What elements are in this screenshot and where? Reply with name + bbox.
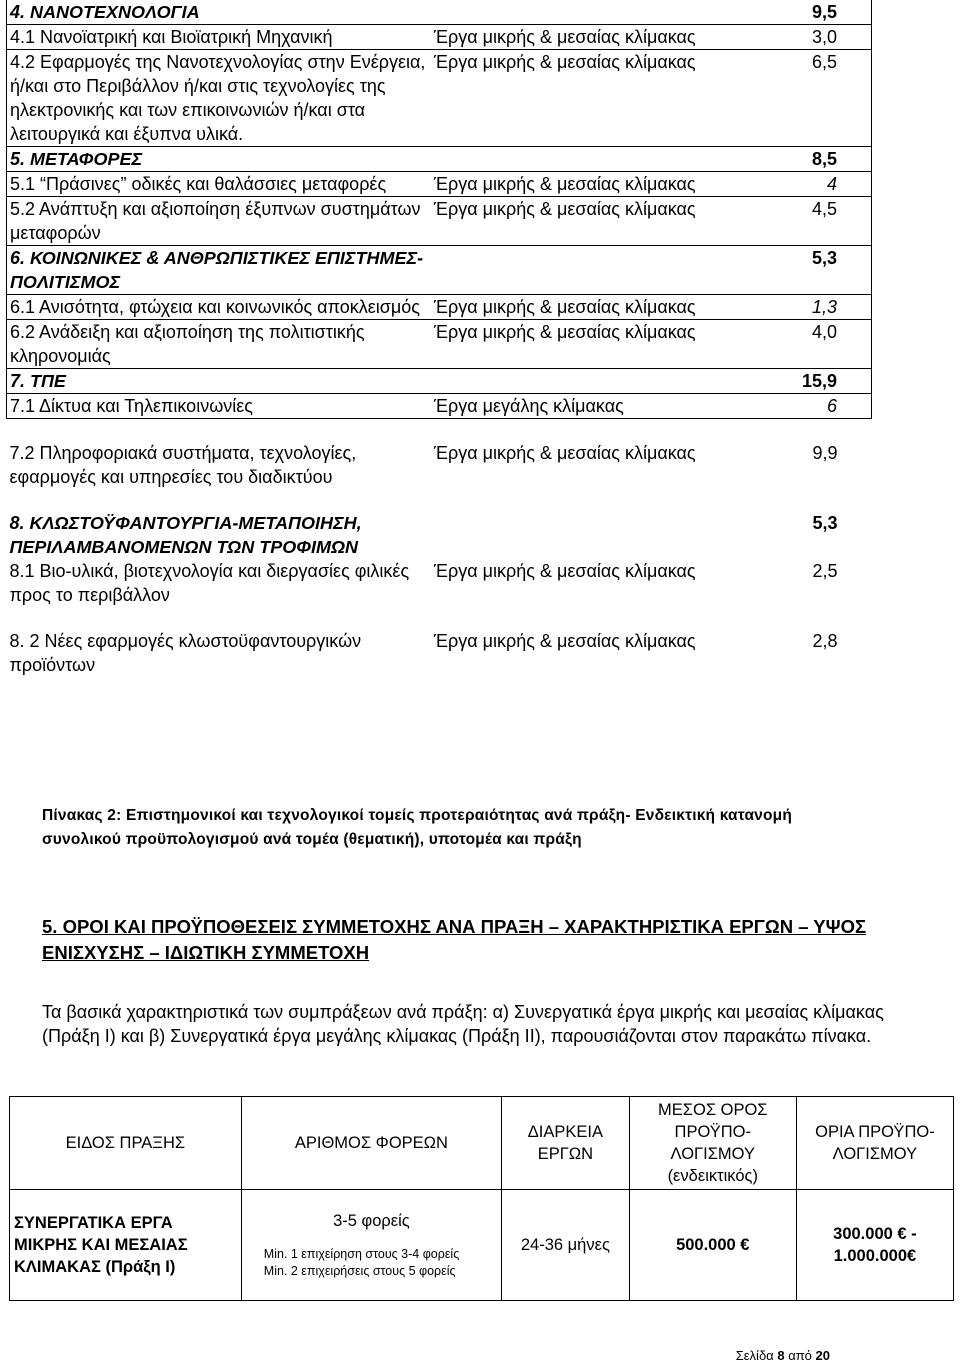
row-budget-value: 5,3: [812, 513, 838, 533]
row-spacer: [7, 607, 872, 629]
row-budget-value: 8,5: [708, 147, 872, 172]
table-row: [7, 50, 872, 147]
footer-middle: από: [788, 1348, 812, 1363]
header-action-type: ΕΙΔΟΣ ΠΡΑΞΗΣ: [10, 1097, 242, 1190]
page-footer: [736, 1348, 830, 1363]
section-title: 5. ΟΡΟΙ ΚΑΙ ΠΡΟΫΠΟΘΕΣΕΙΣ ΣΥΜΜΕΤΟΧΗΣ ΑΝΑ ΠΡΑΞΗ – ΧΑΡΑΚΤΗΡΙΣΤΙΚΑ ΕΡΓΩΝ – ΥΨΟΣ ΕΝΙΣΧΥΣΗΣ – ΙΔΙΩΤΙΚΗ ΣΥΜΜΕΤΟΧΗ: [42, 916, 867, 963]
header-duration: ΔΙΑΡΚΕΙΑ ΕΡΓΩΝ: [502, 1097, 630, 1190]
row-name: 5.1 “Πράσινες” οδικές και θαλάσσιες μεταφορές: [7, 172, 434, 197]
footer-prefix: Σελίδα: [735, 1348, 774, 1363]
row-spacer: [7, 489, 872, 511]
average-budget: 500.000 €: [629, 1190, 796, 1301]
priority-sectors-table: [6, 0, 872, 677]
row-name: 6.1 Ανισότητα, φτώχεια και κοινωνικός αποκλεισμός: [7, 295, 434, 320]
action-type: ΣΥΝΕΡΓΑΤΙΚΑ ΕΡΓΑ ΜΙΚΡΗΣ ΚΑΙ ΜΕΣΑΙΑΣ ΚΛΙΜΑΚΑΣ (Πράξη Ι): [10, 1190, 242, 1301]
header-budget-limits: ΟΡΙΑ ΠΡΟΫΠΟ-ΛΟΓΙΣΜΟΥ: [796, 1097, 953, 1190]
table-caption: Πίνακας 2: Επιστημονικοί και τεχνολογικοί τομείς προτεραιότητας ανά πράξη- Ενδεικτική κατανομή συνολικού προϋπολογισμού ανά τομέα (θεματική), υποτομέα και πράξη: [42, 807, 793, 848]
row-budget-value: 4,5: [708, 197, 872, 246]
partners-cell: [241, 1190, 501, 1301]
table-row: [7, 441, 872, 489]
project-characteristics-table: [9, 1096, 954, 1301]
row-name: 6. ΚΟΙΝΩΝΙΚΕΣ & ΑΝΘΡΩΠΙΣΤΙΚΕΣ ΕΠΙΣΤΗΜΕΣ-ΠΟΛΙΤΙΣΜΟΣ: [7, 246, 434, 295]
table-row: [7, 320, 872, 369]
sector-header-row: [7, 369, 872, 394]
table-row: [7, 172, 872, 197]
row-name: 4.2 Εφαρμογές της Νανοτεχνολογίας στην Ενέργεια, ή/και στο Περιβάλλον ή/και στις τεχνολογίες της ηλεκτρονικής και των επικοινωνιών ή/και στα λειτουργικά και έξυπνα υλικά.: [7, 50, 434, 147]
row-spacer: [7, 419, 872, 442]
row-budget-value: 6,5: [708, 50, 872, 147]
row-project-scale: [434, 246, 708, 295]
table-row: [7, 559, 872, 607]
table-row: [7, 295, 872, 320]
row-budget-value: 2,8: [812, 631, 838, 651]
row-budget-value: 4: [708, 172, 872, 197]
row-name: 4. ΝΑΝΟΤΕΧΝΟΛΟΓΙΑ: [7, 0, 434, 25]
sector-header-row: [7, 147, 872, 172]
row-project-scale: [434, 369, 708, 394]
header-average-budget: ΜΕΣΟΣ ΟΡΟΣ ΠΡΟΫΠΟ-ΛΟΓΙΣΜΟΥ (ενδεικτικός): [629, 1097, 796, 1190]
row-project-scale: Έργα μικρής & μεσαίας κλίμακας: [434, 172, 708, 197]
row-project-scale: Έργα μικρής & μεσαίας κλίμακας: [433, 443, 696, 463]
row-budget-value: 9,9: [812, 443, 838, 463]
row-budget-value: 4,0: [708, 320, 872, 369]
row-spacer-cell: [7, 419, 872, 442]
table-row: [7, 25, 872, 50]
row-project-scale: [434, 0, 708, 25]
row-budget-value: 9,5: [708, 0, 872, 25]
row-budget-value: 3,0: [708, 25, 872, 50]
row-name: 7. ΤΠΕ: [7, 369, 434, 394]
table-row: [7, 394, 872, 419]
intro-paragraph: Τα βασικά χαρακτηριστικά των συμπράξεων ανά πράξη: α) Συνεργατικά έργα μικρής και μεσαίας κλίμακας (Πράξη Ι) και β) Συνεργατικά έργα μεγάλης κλίμακας (Πράξη ΙΙ), παρουσιάζονται στον παρακάτω πίνακα.: [42, 1002, 884, 1046]
row-name: 7.2 Πληροφοριακά συστήματα, τεχνολογίες, εφαρμογές και υπηρεσίες του διαδικτύου: [9, 443, 357, 487]
row-budget-value: 1,3: [708, 295, 872, 320]
row-project-scale: Έργα μικρής & μεσαίας κλίμακας: [434, 50, 708, 147]
row-budget-value: 6: [708, 394, 872, 419]
table-row: [7, 197, 872, 246]
row-name: 5.2 Ανάπτυξη και αξιοποίηση έξυπνων συστημάτων μεταφορών: [7, 197, 434, 246]
footer-page: 8: [777, 1348, 785, 1363]
row-project-scale: Έργα μικρής & μεσαίας κλίμακας: [434, 25, 708, 50]
row-project-scale: Έργα μικρής & μεσαίας κλίμακας: [433, 561, 696, 581]
row-budget-value: 15,9: [708, 369, 872, 394]
row-budget-value: 2,5: [812, 561, 838, 581]
table-row: [7, 629, 872, 677]
row-project-scale: [434, 147, 708, 172]
row-name: 8. ΚΛΩΣΤΟΫΦΑΝΤΟΥΡΓΙΑ-ΜΕΤΑΠΟΙΗΣΗ, ΠΕΡΙΛΑΜΒΑΝΟΜΕΝΩΝ ΤΩΝ ΤΡΟΦΙΜΩΝ: [9, 513, 362, 557]
row-name: 7.1 Δίκτυα και Τηλεπικοινωνίες: [7, 394, 434, 419]
footer-total: 20: [815, 1348, 830, 1363]
row-spacer-cell: [7, 489, 872, 511]
row-project-scale: Έργα μικρής & μεσαίας κλίμακας: [433, 631, 696, 651]
sector-header-row: [7, 246, 872, 295]
sector-header-row: [7, 0, 872, 25]
row-project-scale: Έργα μεγάλης κλίμακας: [434, 394, 708, 419]
row-name: 8.1 Βιο-υλικά, βιοτεχνολογία και διεργασίες φιλικές προς το περιβάλλον: [9, 561, 410, 605]
duration: 24-36 μήνες: [502, 1190, 630, 1301]
row-project-scale: Έργα μικρής & μεσαίας κλίμακας: [434, 295, 708, 320]
sector-header-row: [7, 511, 872, 559]
partners-count: 3-5 φορείς: [333, 1212, 410, 1230]
row-budget-value: 5,3: [708, 246, 872, 295]
partners-note-1: Min. 1 επιχείρηση στους 3-4 φορείς: [263, 1247, 460, 1261]
row-spacer-cell: [7, 607, 872, 629]
row-name: 6.2 Ανάδειξη και αξιοποίηση της πολιτιστικής κληρονομιάς: [7, 320, 434, 369]
table-header-row: [10, 1097, 954, 1190]
header-partners: ΑΡΙΘΜΟΣ ΦΟΡΕΩΝ: [241, 1097, 501, 1190]
row-project-scale: [434, 511, 708, 559]
row-name: 8. 2 Νέες εφαρμογές κλωστοϋφαντουργικών προϊόντων: [9, 631, 362, 675]
row-name: 5. ΜΕΤΑΦΟΡΕΣ: [7, 147, 434, 172]
row-project-scale: Έργα μικρής & μεσαίας κλίμακας: [434, 197, 708, 246]
table-row: [10, 1190, 954, 1301]
budget-limits: 300.000 € - 1.000.000€: [796, 1190, 953, 1301]
row-name: 4.1 Νανοϊατρική και Βιοϊατρική Μηχανική: [7, 25, 434, 50]
partners-note-2: Min. 2 επιχειρήσεις στους 5 φορείς: [263, 1264, 456, 1278]
row-project-scale: Έργα μικρής & μεσαίας κλίμακας: [434, 320, 708, 369]
